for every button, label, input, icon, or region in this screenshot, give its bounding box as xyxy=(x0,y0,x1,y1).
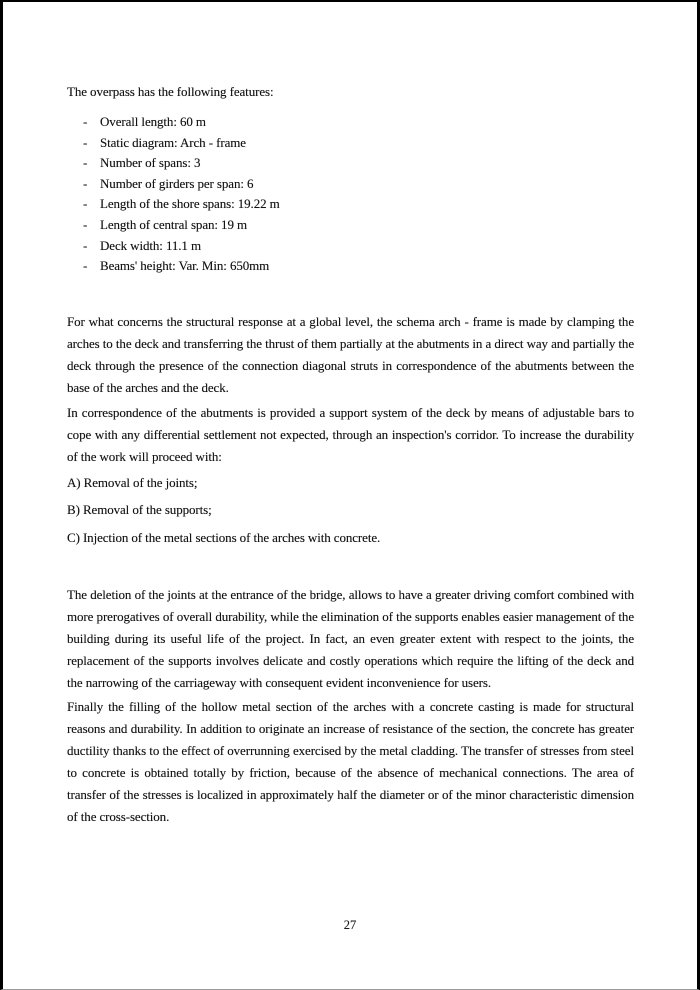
intro-paragraph: The overpass has the following features: xyxy=(67,84,274,99)
work-item-a: A) Removal of the joints; xyxy=(67,474,198,490)
feature-text: Static diagram: Arch - frame xyxy=(100,134,246,150)
feature-item xyxy=(67,194,634,215)
feature-text: Overall length: 60 m xyxy=(100,114,206,129)
features-list xyxy=(67,112,634,277)
feature-text: Number of girders per span: 6 xyxy=(100,175,254,191)
dash-bullet: - xyxy=(83,134,88,150)
dash-bullet: - xyxy=(83,196,88,212)
feature-item xyxy=(67,215,634,236)
feature-item xyxy=(67,112,634,133)
feature-item xyxy=(67,133,634,154)
paragraph-concrete-filling: Finally the filling of the hollow metal section of the arches with a concrete casting is made for structural reasons and durability. In addition to originate an increase of resistance of the section, the concrete has greater ductility thanks to the effect of overrunning exercised by the metal cladding. The transfer of stresses from steel to concrete is obtained totally by friction, because of the absence of mechanical connections. The area of transfer of the stresses is localized in approximately half the diameter or of the minor characteristic dimension of the cross-section. xyxy=(67,698,634,824)
dash-bullet: - xyxy=(83,216,88,232)
feature-item xyxy=(67,153,634,174)
feature-text: Number of spans: 3 xyxy=(100,155,201,171)
work-item-b: B) Removal of the supports; xyxy=(67,502,212,518)
feature-item xyxy=(67,174,634,195)
dash-bullet: - xyxy=(83,258,88,274)
feature-text: Beams' height: Var. Min: 650mm xyxy=(100,258,270,274)
work-item-c: C) Injection of the metal sections of the arches with concrete. xyxy=(67,529,381,545)
page-number: 27 xyxy=(343,918,357,932)
paragraph-joints-deletion: The deletion of the joints at the entrance of the bridge, allows to have a greater driving comfort combined with more prerogatives of overall durability, while the elimination of the supports enables easier management of the building during its useful life of the project. In fact, an even greater extent with respect to the joints, the replacement of the supports involves delicate and costly operations which require the lifting of the deck and the narrowing of the carriageway with consequent evident inconvenience for users. xyxy=(67,586,634,690)
feature-item xyxy=(67,256,634,277)
dash-bullet: - xyxy=(83,114,88,129)
paragraph-structural-response: For what concerns the structural response at a global level, the schema arch - frame is made by clamping the arches to the deck and transferring the thrust of them partially at the abutments in a direct way and partially the deck through the presence of the connection diagonal struts in correspondence of the abutments between the base of the arches and the deck. xyxy=(67,313,634,395)
page-content xyxy=(67,81,634,828)
dash-bullet: - xyxy=(83,155,88,171)
feature-text: Length of central span: 19 m xyxy=(100,216,248,232)
dash-bullet: - xyxy=(83,175,88,191)
paragraph-support-system: In correspondence of the abutments is provided a support system of the deck by means of adjustable bars to cope with any differential settlement not expected, through an inspection's corridor. To increase the durability of the work will proceed with: xyxy=(67,404,634,464)
dash-bullet: - xyxy=(83,237,88,253)
feature-text: Length of the shore spans: 19.22 m xyxy=(100,196,280,212)
feature-text: Deck width: 11.1 m xyxy=(100,237,201,253)
feature-item xyxy=(67,236,634,257)
